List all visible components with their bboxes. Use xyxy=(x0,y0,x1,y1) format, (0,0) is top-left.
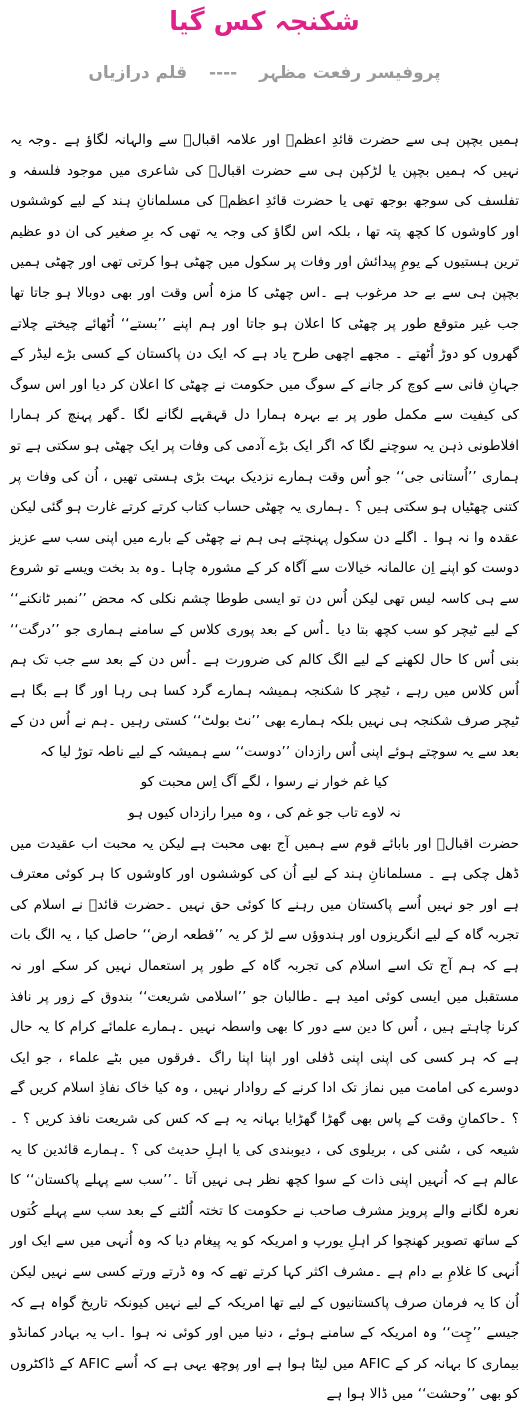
verse-line-1: کیا غم خوار نے رسوا ، لگے آگ اِس محبت کو xyxy=(140,774,389,791)
byline-separator: ---- xyxy=(209,63,238,83)
verse-line-2: نہ لاوے تاب جو غم کی ، وہ میرا رازداں کیوں ہو xyxy=(128,805,401,822)
column-name: قلم درازیاں xyxy=(88,63,188,83)
article-body xyxy=(10,125,519,1410)
author-name: پروفیسر رفعت مظہر xyxy=(259,63,441,83)
paragraph: حضرت اقبالؒ اور بابائے قوم سے ہمیں آج بھی محبت ہے لیکن یہ محبت اب عقیدت میں ڈھل چکی ہے ۔ مسلمانانِ ہند کے لیے اُن کی کوششوں اور کاوشوں کا ہر کوئی معترف ہے اور جو نہیں اُسے پاکستان میں رہنے کا کوئی حق نہیں ۔حضرت قائدؒ نے اسلام کی تجربہ گاہ کے لیے انگریزوں اور ہندوؤں سے لڑ کر یہ ’’قطعہ ارض‘‘ حاصل کیا ، یہ الگ بات ہے کہ ہم آج تک اسے اسلام کی تجربہ گاہ کے طور پر استعمال نہیں کر سکے اور نہ مستقبل میں ایسی کوئی امید ہے ۔طالبان جو ’’اسلامی شریعت‘‘ بندوق کے زور پر نافذ کرنا چاہتے ہیں ، اُس کا دین سے دور کا بھی واسطہ نہیں ۔ہمارے علمائے کرام کا یہ حال ہے کہ ہر کسی کی اپنی اپنی ڈفلی اور اپنا اپنا راگ ۔فرقوں میں بٹے علماء ، جو ایک دوسرے کی امامت میں نماز تک ادا کرنے کے روادار نہیں ، وہ کیا خاک نفاذِ اسلام کریں گے ؟ ۔حاکمانِ وقت کے پاس بھی گھڑا گھڑایا بہانہ یہ ہے کہ کس کی شریعت نافذ کریں ؟ ۔شیعہ کی ، سُنی کی ، بریلوی کی ، دیوبندی کی یا اہلِ حدیث کی ؟ ۔ہمارے قائدین کا یہ عالم ہے کہ اُنہیں اپنی ذات کے سوا کچھ نظر ہی نہیں آتا ۔’’سب سے پہلے پاکستان‘‘ کا نعرہ لگانے والے پرویز مشرف صاحب نے حکومت کا تختہ اُلٹنے کے بعد سب سے پہلے کُتوں کے ساتھ تصویر کھنچوا کر اہلِ یورپ و امریکہ کو یہ پیغام دیا کہ وہ اُنہی میں سے ایک اور اُنہی کا غلامِ بے دام ہے ۔مشرف اکثر کہا کرتے تھے کہ وہ ڈرتے ورتے کسی سے نہیں لیکن اُن کا یہ فرمان صرف پاکستانیوں کے لیے تھا امریکہ کے لیے نہیں کیونکہ تاریخ گواہ ہے کہ جیسے ’’چِت‘‘ وہ امریکہ کے سامنے ہوئے ، دنیا میں اور کوئی نہ ہوا ۔اب یہ بہادر کمانڈو بیماری کا بہانہ کر کے AFIC میں لیٹا ہوا ہے اور پوچھ یہی ہے کہ اُسے AFIC کے ڈاکٹروں کو بھی ’’وحشت‘‘ میں ڈالا ہوا ہے xyxy=(10,835,520,1403)
byline xyxy=(0,60,529,86)
article-title: شکنجہ کس گیا xyxy=(169,7,360,37)
paragraph: ہمیں بچپن ہی سے حضرت قائدِ اعظمؒ اور علامہ اقبالؒ سے والہانہ لگاؤ ہے ۔وجہ یہ نہیں کہ ہمیں بچپن یا لڑکپن ہی سے حضرت اقبالؒ کی شاعری میں موجود فلسفہ و تفلسف کی سوجھ بوجھ تھی یا حضرت قائدِ اعظمؒ کی مسلمانانِ ہند کے لیے کوششوں اور کاوشوں کا کچھ پتہ تھا ، بلکہ اس لگاؤ کی وجہ یہ تھی کہ برِ صغیر کی ان دو عظیم ترین ہستیوں کے یومِ پیدائش اور وفات پر سکول میں چھٹی ہوا کرتی تھی اور چھٹی ہمیں بچپن ہی سے بے حد مرغوب ہے ۔اس چھٹی کا مزہ اُس وقت اور بھی دوبالا ہو جاتا تھا جب غیر متوقع طور پر چھٹی کا اعلان ہو جاتا اور ہم اپنے ’’بستے‘‘ اُٹھائے چیختے چلاتے گھروں کو دوڑ اُٹھتے ۔ مجھے اچھی طرح یاد ہے کہ ایک دن پاکستان کے کسی بڑے لیڈر کے جہانِ فانی سے کوچ کر جانے کے سوگ میں حکومت نے چھٹی کا اعلان کر دیا اور اس سوگ کی کیفیت سے مکمل طور پر بے بہرہ ہمارا دل قہقہے لگانے لگا ۔گھر پہنچ کر ہمارا افلاطونی ذہن یہ سوچنے لگا کہ اگر ایک بڑے آدمی کی وفات پر ایک چھٹی ہو سکتی ہے تو ہماری ’’اُستانی جی‘‘ جو اُس وقت ہمارے نزدیک بہت بڑی ہستی تھیں ، اُن کی وفات پر کتنی چھٹیاں ہو سکتی ہیں ؟ ۔ہماری یہ چھٹی حساب کتاب کرتے کرتے غارت ہو گئی لیکن عقدہ وا نہ ہوا ۔ اگلے دن سکول پہنچتے ہی ہم نے چھٹی کے بارے میں اپنی سب سے عزیز دوست کو اپنے اِن عالمانہ خیالات سے آگاہ کر کے مشورہ چاہا ۔وہ بد بخت ویسے تو شروع سے ہی کاسہ لیس تھی لیکن اُس دن تو ایسی طوطا چشم نکلی کہ محض ’’نمبر ٹانکنے‘‘ کے لیے ٹیچر کو سب کچھ بتا دیا ۔اُس کے بعد پوری کلاس کے سامنے ہماری جو ’’درگت‘‘ بنی اُس کا حال لکھنے کے لیے الگ کالم کی ضرورت ہے ۔اُس دن کے بعد سے جب تک ہم اُس کلاس میں رہے ، ٹیچر کا شکنجہ ہمیشہ ہمارے گرد کسا ہی رہا اور گا ہے بگا ہے ٹیچر صرف شکنجہ ہی نہیں بلکہ ہمارے بھی ’’نٹ بولٹ‘‘ کستی رہیں ۔ہم نے اُس دن کے بعد سے یہ سوچتے ہوئے اپنی اُس رازدان ’’دوست‘‘ سے ہمیشہ کے لیے ناطہ توڑ لیا کہ xyxy=(10,132,519,760)
